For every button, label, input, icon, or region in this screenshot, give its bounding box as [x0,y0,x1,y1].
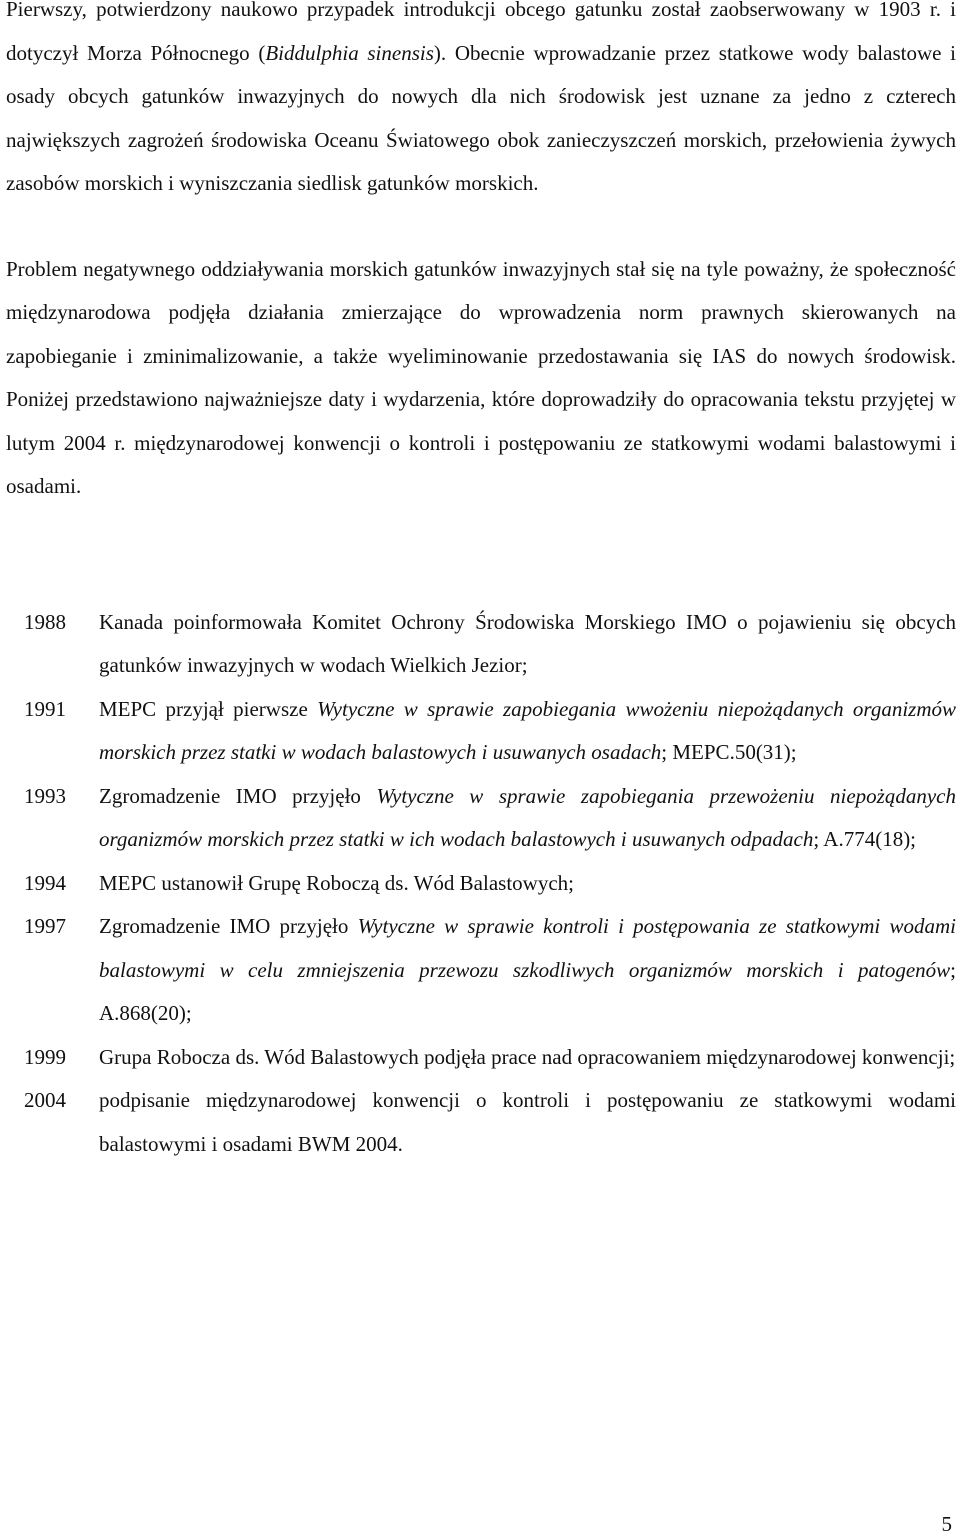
italic-text-run: Wytyczne w sprawie zapobiegania przewożeniu niepożądanych organizmów morskich przez statki w ich wodach balastowych i usuwanych odpadach [99,783,956,851]
text-run: MEPC przyjął pierwsze [99,696,318,721]
timeline-description [99,775,956,862]
text-run: Zgromadzenie IMO przyjęło [99,783,377,808]
italic-text-run: Wytyczne w sprawie zapobiegania wwożeniu niepożądanych organizmów morskich przez statki w wodach balastowych i usuwanych osadach [99,696,956,764]
page-number: 5 [941,1512,952,1536]
timeline-entry [24,862,956,906]
timeline-entry [24,1079,956,1166]
timeline-description [99,862,956,906]
timeline-entry [24,601,956,688]
text-run: Grupa Robocza ds. Wód Balastowych podjęła prace nad opracowaniem międzynarodowej konwencji; [99,1044,956,1069]
text-run: Problem negatywnego oddziaływania morskich gatunków inwazyjnych stał się na tyle poważny, że społeczność międzynarodowa podjęła działania zmierzające do wprowadzenia norm prawnych skierowanych na zapobieganie i zminimalizowanie, a także wyeliminowanie przedostawania się IAS do nowych środowisk. Poniżej przedstawiono najważniejsze daty i wydarzenia, które doprowadziły do opracowania tekstu przyjętej w lutym 2004 r. międzynarodowej konwencji o kontroli i postępowaniu ze statkowymi wodami balastowymi i osadami. [6,256,956,498]
timeline-year: 1999 [24,1044,66,1069]
timeline-entry [24,775,956,862]
italic-text-run: Wytyczne w sprawie kontroli i postępowania ze statkowymi wodami balastowymi w celu zmniejszenia przewozu szkodliwych organizmów morskich i patogenów [99,914,956,982]
text-run: Pierwszy, potwierdzony naukowo przypadek introdukcji obcego gatunku został zaobserwowany w 1903 r. i dotyczył Morza Północnego ( [6,0,956,65]
timeline-entry [24,905,956,1036]
timeline-description [99,905,956,1036]
text-run: ). Obecnie wprowadzanie przez statkowe wody balastowe i osady obcych gatunków inwazyjnych do nowych dla nich środowisk jest uznane za jedno z czterech największych zagrożeń środowiska Oceanu Światowego obok zanieczyszczeń morskich, przełowienia żywych zasobów morskich i wyniszczania siedlisk gatunków morskich. [6,40,956,195]
timeline-description [99,601,956,688]
problem-paragraph [6,248,956,509]
italic-text-run: Biddulphia sinensis [265,40,434,65]
timeline-description [99,1079,956,1166]
timeline-year: 1997 [24,914,66,938]
timeline-year: 1994 [24,870,66,895]
text-run: MEPC ustanowił Grupę Roboczą ds. Wód Balastowych; [99,870,574,895]
text-run: ; MEPC.50(31); [661,740,797,764]
text-run: Zgromadzenie IMO przyjęło [99,914,358,938]
text-run: ; A.774(18); [813,827,917,851]
timeline-list [6,601,956,1167]
timeline-description [99,1036,956,1080]
timeline-year: 1988 [24,609,66,634]
timeline-entry [24,688,956,775]
timeline-year: 1991 [24,696,66,721]
text-run: podpisanie międzynarodowej konwencji o kontroli i postępowaniu ze statkowymi wodami balastowymi i osadami BWM 2004. [99,1088,956,1156]
timeline-year: 1993 [24,783,66,808]
timeline-entry [24,1036,956,1080]
timeline-description [99,688,956,775]
timeline-year: 2004 [24,1088,66,1112]
text-run: ; A.868(20); [99,957,956,1025]
text-run: Kanada poinformowała Komitet Ochrony Środowiska Morskiego IMO o pojawieniu się obcych gatunków inwazyjnych w wodach Wielkich Jezior; [99,609,956,677]
intro-paragraph [6,0,956,206]
